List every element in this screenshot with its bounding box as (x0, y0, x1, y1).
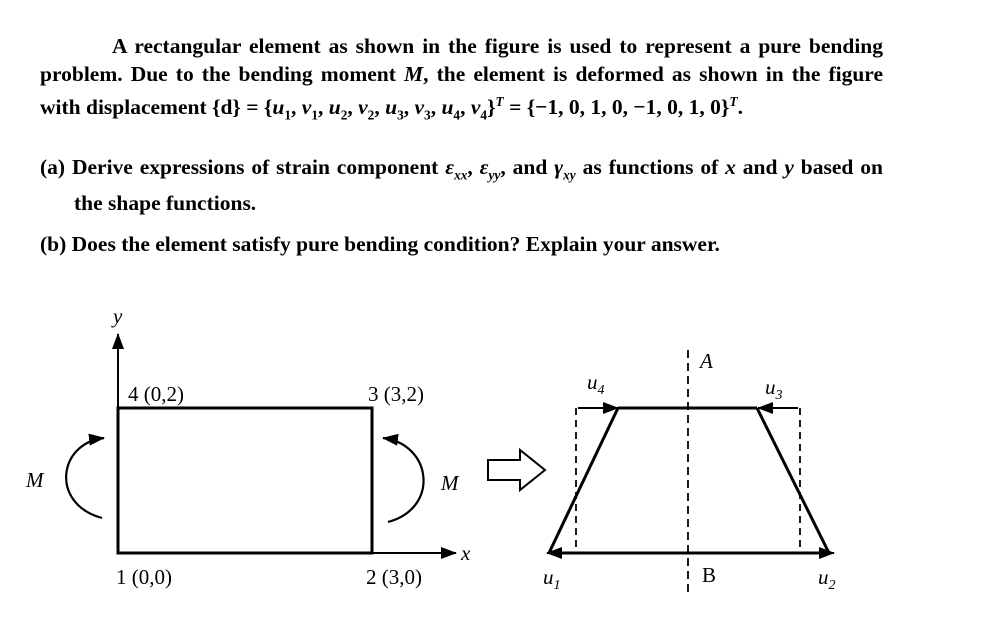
disp-values: = {−1, 0, 1, 0, −1, 0, 1, 0} (503, 95, 730, 120)
moment-right-label: M (441, 471, 459, 495)
sep: , (347, 95, 359, 120)
part-b-text: (b) Does the element satisfy pure bending condition? Explain your answer. (40, 232, 720, 256)
u2-label: $u_2$ (818, 565, 836, 593)
var-y: y (784, 155, 794, 179)
x-axis-label: x (461, 541, 471, 565)
transform-arrow-icon (488, 450, 545, 490)
disp-v1-sub: 1 (311, 107, 318, 123)
and-text: , and (500, 155, 555, 179)
intro-text-1: A rectangular element as shown in the figure is used to represent a pure bending problem. Due to the bending moment (40, 34, 883, 86)
disp-u1: u (272, 95, 285, 120)
epsilon-xx: ε (445, 155, 455, 179)
sep: , (317, 95, 329, 120)
moment-right-arrow (383, 438, 424, 522)
disp-u3: u (385, 95, 398, 120)
disp-v3-sub: 3 (424, 107, 431, 123)
epsilon-yy-sub: yy (488, 167, 501, 183)
deformed-left-edge (549, 408, 618, 553)
moment-symbol: M (404, 62, 424, 86)
and-text-2: and (735, 155, 785, 179)
epsilon-xx-sub: xx (454, 167, 468, 183)
disp-u2-sub: 2 (340, 107, 348, 123)
moment-left-arrow (66, 438, 104, 518)
period: . (737, 95, 743, 120)
disp-u3-sub: 3 (397, 107, 404, 123)
disp-v2-sub: 2 (367, 107, 375, 123)
node-3-label: 3 (3,2) (368, 382, 424, 406)
u4-label: $u_4$ (587, 370, 605, 398)
moment-left-label: M (26, 468, 44, 492)
disp-u4: u (441, 95, 454, 120)
gamma-xy: γ (554, 155, 564, 179)
comma: , (467, 155, 480, 179)
disp-v1: v (301, 95, 312, 120)
problem-intro (40, 32, 883, 129)
var-x: x (725, 155, 736, 179)
disp-v4-sub: 4 (480, 107, 488, 123)
undeformed-element (25, 304, 471, 589)
brace-close: } (487, 95, 496, 120)
point-a-label: A (700, 349, 713, 373)
as-functions-text: as functions of (575, 155, 726, 179)
u3-label: $u_3$ (765, 375, 783, 403)
point-b-label: B (702, 563, 717, 587)
disp-u4-sub: 4 (453, 107, 461, 123)
element-rectangle (118, 408, 372, 553)
disp-u1-sub: 1 (284, 107, 292, 123)
node-4-label: 4 (0,2) (128, 382, 184, 406)
disp-v3: v (414, 95, 425, 120)
bending-figure (0, 290, 1006, 621)
sep: , (460, 95, 471, 120)
epsilon-yy: ε (479, 155, 489, 179)
part-a-text-1: Derive expressions of strain component (71, 155, 446, 179)
part-a-text-2: based on the shape functions. (74, 155, 883, 216)
node-1-label: 1 (0,0) (116, 565, 172, 589)
deformed-right-edge (757, 408, 829, 553)
node-2-label: 2 (3,0) (366, 565, 422, 589)
y-axis-label: y (113, 304, 123, 328)
part-b (40, 230, 883, 258)
sep: , (374, 95, 386, 120)
part-a (40, 153, 883, 217)
sep: , (430, 95, 442, 120)
transpose-sup: T (495, 94, 504, 109)
disp-u2: u (328, 95, 341, 120)
deformed-element (543, 349, 836, 593)
intro-text-2: , the element is deformed as shown in the figure with displacement {d} = { (40, 62, 884, 120)
sep: , (403, 95, 415, 120)
part-a-label: (a) (40, 155, 72, 179)
disp-v2: v (358, 95, 368, 120)
sep: , (291, 95, 302, 120)
u1-label: $u_1$ (543, 565, 561, 593)
transpose-sup-2: T (729, 94, 738, 109)
gamma-xy-sub: xy (563, 167, 576, 183)
disp-v4: v (470, 95, 481, 120)
